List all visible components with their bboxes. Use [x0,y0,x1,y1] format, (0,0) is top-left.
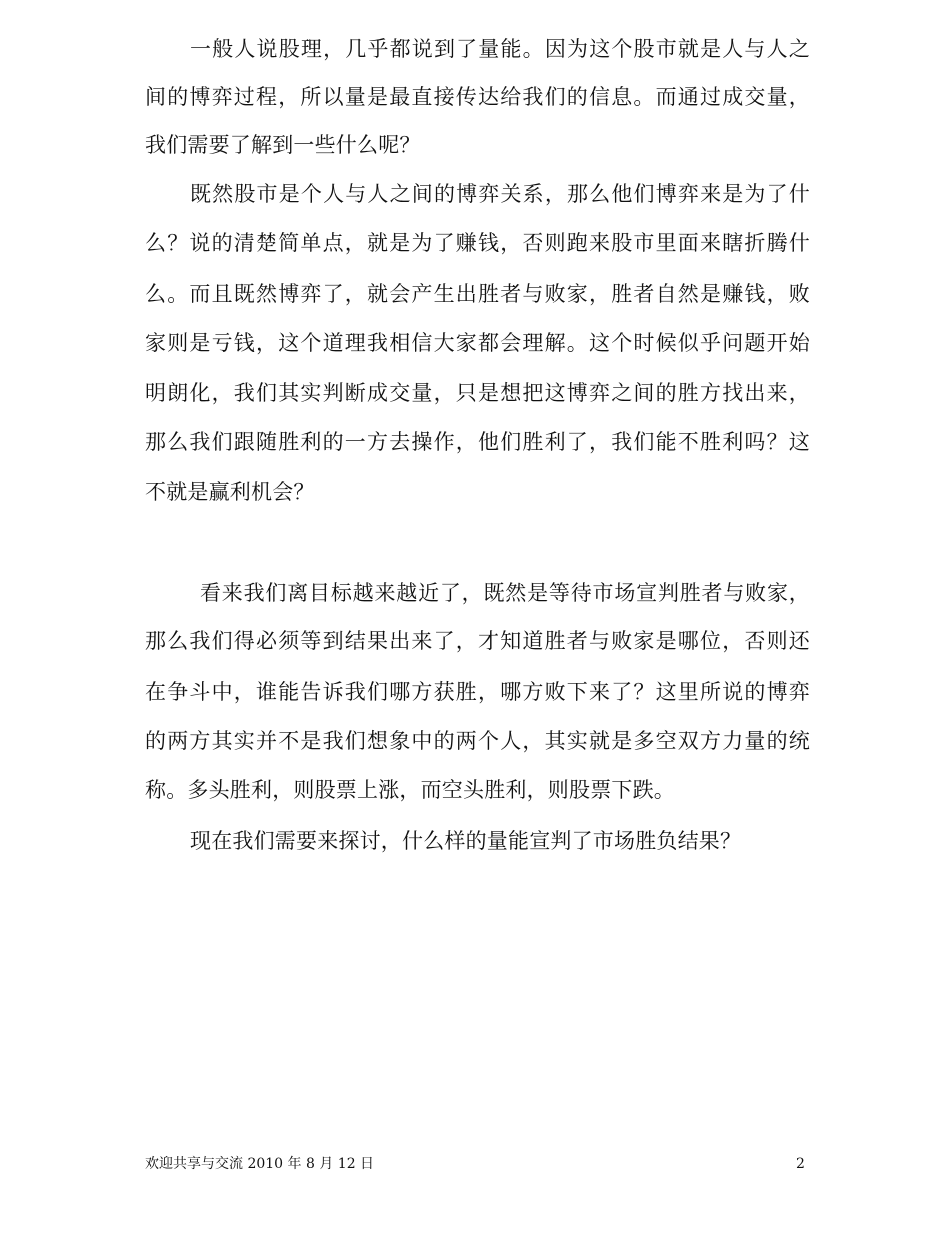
paragraph-1-line-2: 间的博弈过程，所以量是最直接传达给我们的信息。而通过成交量， [145,85,810,109]
footer-text: 欢迎共享与交流 2010 年 8 月 12 日 [145,1156,375,1172]
paragraph-2-line-4: 家则是亏钱，这个道理我相信大家都会理解。这个时候似乎问题开始 [145,331,810,355]
paragraph-3-line-4: 的两方其实并不是我们想象中的两个人，其实就是多空双方力量的统 [145,729,810,753]
paragraph-4-line-1: 现在我们需要来探讨，什么样的量能宣判了市场胜负结果？ [190,829,742,853]
paragraph-3-line-3: 在争斗中，谁能告诉我们哪方获胜，哪方败下来了？这里所说的博弈 [145,680,810,704]
paragraph-2-line-5: 明朗化，我们其实判断成交量，只是想把这博弈之间的胜方找出来， [145,381,810,405]
paragraph-2-line-3: 么。而且既然博弈了，就会产生出胜者与败家，胜者自然是赚钱，败 [145,282,810,306]
paragraph-3-line-2: 那么我们得必须等到结果出来了，才知道胜者与败家是哪位，否则还 [145,629,810,653]
paragraph-2-line-2: 么？说的清楚简单点，就是为了赚钱，否则跑来股市里面来瞎折腾什 [145,231,810,255]
paragraph-3-line-5: 称。多头胜利，则股票上涨，而空头胜利，则股票下跌。 [145,778,675,802]
paragraph-2-line-1: 既然股市是个人与人之间的博弈关系，那么他们博弈来是为了什 [190,182,810,206]
paragraph-3-line-1: 看来我们离目标越来越近了，既然是等待市场宣判胜者与败家， [200,581,810,605]
paragraph-2-line-6: 那么我们跟随胜利的一方去操作，他们胜利了，我们能不胜利吗？这 [145,430,810,454]
paragraph-1-line-1: 一般人说股理，几乎都说到了量能。因为这个股市就是人与人之 [190,37,810,61]
paragraph-2-line-7: 不就是赢利机会？ [145,480,315,504]
paragraph-1-line-3: 我们需要了解到一些什么呢？ [145,133,421,157]
page-number: 2 [796,1156,805,1172]
